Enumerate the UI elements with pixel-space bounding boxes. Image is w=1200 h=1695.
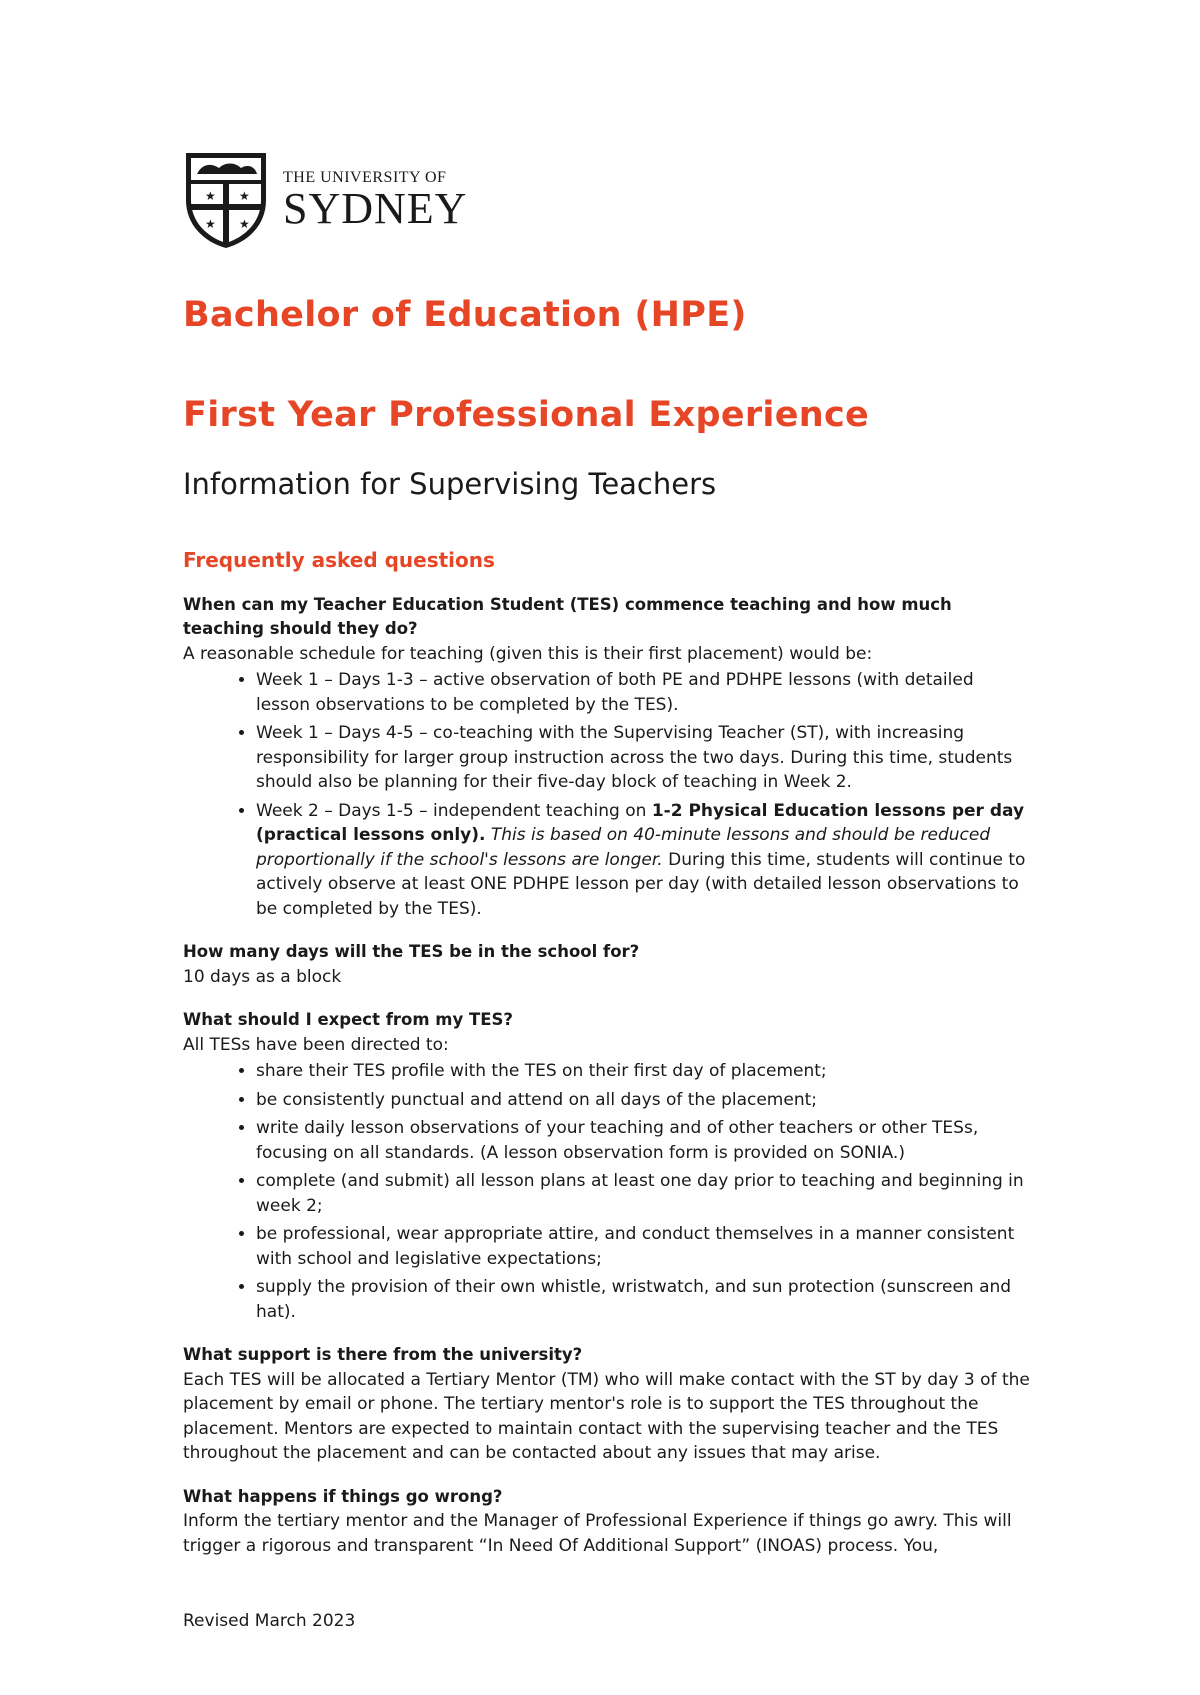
document-page (183, 150, 1033, 1556)
faq-item-problems (183, 1485, 1033, 1559)
faq-question: What happens if things go wrong? (183, 1486, 503, 1506)
faq-answer: 10 days as a block (183, 966, 342, 987)
faq-question: What support is there from the university? (183, 1345, 583, 1364)
faq-item-support (183, 1343, 1033, 1466)
faq-question: When can my Teacher Education Student (TES) commence teaching and how much teaching should they do? (183, 594, 952, 638)
list-item: • Week 1 – Days 4-5 – co-teaching with the Supervising Teacher (ST), with increasing responsibility for larger group instruction across the two days. During this time, students should also be planning for their five-day block of teaching in Week 2. (256, 721, 1033, 795)
svg-text:★: ★ (205, 217, 216, 231)
expectations-list (183, 1059, 1033, 1324)
schedule-list (183, 668, 1033, 921)
svg-text:★: ★ (239, 189, 250, 203)
faq-heading: Frequently asked questions (183, 548, 495, 572)
document-subtitle-heading: First Year Professional Experience (183, 395, 870, 435)
document-subtitle: Information for Supervising Teachers (183, 467, 717, 501)
svg-text:★: ★ (239, 217, 250, 231)
faq-answer: Each TES will be allocated a Tertiary Mentor (TM) who will make contact with the ST by day 3 of the placement by email or phone. The tertiary mentor's role is to support the TES throughout the placement. Mentors are expected to maintain contact with the supervising teacher and the TES throughout the placement and can be contacted about any issues that may arise. (183, 1369, 1030, 1463)
faq-question: What should I expect from my TES? (183, 1010, 513, 1029)
faq-item-expectations (183, 1008, 1033, 1324)
svg-text:★: ★ (205, 189, 216, 203)
list-item: • share their TES profile with the TES on their first day of placement; (256, 1059, 1033, 1084)
list-item: • write daily lesson observations of your teaching and of other teachers or other TESs, focusing on all standards. (A lesson observation form is provided on SONIA.) (256, 1116, 1033, 1165)
list-item: • Week 1 – Days 1-3 – active observation of both PE and PDHPE lessons (with detailed lesson observations to be completed by the TES). (256, 668, 1033, 717)
document-title: Bachelor of Education (HPE) (183, 295, 747, 335)
faq-item-teaching (183, 593, 1033, 922)
university-logo (183, 150, 1033, 250)
university-crest-icon (183, 150, 269, 250)
faq-section (183, 548, 1033, 1577)
list-item: • complete (and submit) all lesson plans at least one day prior to teaching and beginning in week 2; (256, 1169, 1033, 1218)
list-item: • be consistently punctual and attend on all days of the placement; (256, 1088, 1033, 1113)
list-item: • supply the provision of their own whistle, wristwatch, and sun protection (sunscreen and hat). (256, 1275, 1033, 1324)
revision-footer: Revised March 2023 (183, 1611, 356, 1631)
faq-answer-intro: A reasonable schedule for teaching (given this is their first placement) would be: (183, 643, 873, 664)
faq-answer: Inform the tertiary mentor and the Manager of Professional Experience if things go awry. This will trigger a rigorous and transparent “In Need Of Additional Support” (INOAS) process. You, (183, 1511, 1012, 1556)
logo-line-1: THE UNIVERSITY OF (283, 169, 447, 186)
faq-question: How many days will the TES be in the school for? (183, 942, 640, 961)
logo-line-2: SYDNEY (283, 184, 468, 233)
faq-item-days (183, 940, 1033, 989)
faq-answer-intro: All TESs have been directed to: (183, 1034, 449, 1055)
list-item: • Week 2 – Days 1-5 – independent teaching on 1-2 Physical Education lessons per day (practical lessons only). This is based on 40-minute lessons and should be reduced proportionally if the school's lessons are longer. During this time, students will continue to actively observe at least ONE PDHPE lesson per day (with detailed lesson observations to be completed by the TES). (256, 799, 1033, 922)
list-item: • be professional, wear appropriate attire, and conduct themselves in a manner consistent with school and legislative expectations; (256, 1222, 1033, 1271)
